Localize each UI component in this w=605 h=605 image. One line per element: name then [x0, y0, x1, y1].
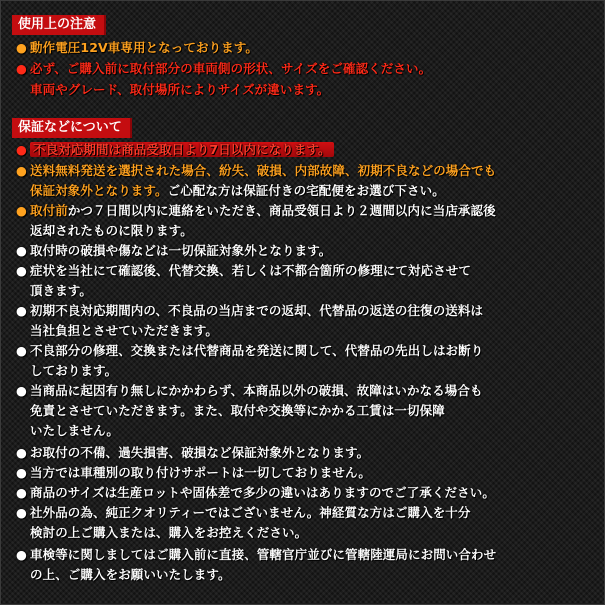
- warranty-shipping-cont: 保証対象外となります。ご心配な方は保証付きの宅配便をお選び下さい。: [30, 183, 445, 198]
- warranty-install-contact-cont: 返却されたものに限ります。: [30, 223, 193, 238]
- bullet-icon: ●: [16, 547, 28, 562]
- notice-check-size: ● 必ず、ご購入前に取付部分の車両側の形状、サイズをご確認ください。: [16, 61, 432, 76]
- warranty-support: ● 当方では車種別の取り付けサポートは一切しておりません。: [16, 465, 371, 480]
- warranty-damage: ● 取付時の破損や傷などは一切保証対象外となります。: [16, 243, 332, 258]
- warranty-symptom: ● 症状を当社にて確認後、代替交換、若しくは不都合箇所の修理にて対応させて: [16, 263, 472, 278]
- warranty-install-fault: ● お取付の不備、過失損害、破損など保証対象外となります。: [16, 445, 370, 460]
- bullet-icon: ●: [16, 383, 28, 398]
- warranty-inspection-cont: の上、ご購入をお願いいたします。: [30, 567, 231, 582]
- notice-heading: 使用上の注意: [12, 15, 106, 35]
- bullet-icon: ●: [16, 465, 28, 480]
- warranty-size: ● 商品のサイズは生産ロットや固体差で多少の違いはありますのでご了承ください。: [16, 485, 495, 500]
- warranty-install-contact: ● 取付前かつ７日間以内に連絡をいただき、商品受領日より２週間以内に当店承認後: [16, 203, 496, 218]
- bullet-icon: ●: [16, 61, 28, 76]
- bullet-icon: ●: [16, 40, 28, 55]
- warranty-shipping: ● 送料無料発送を選択された場合、紛失、破損、内部故障、初期不良などの場合でも: [16, 163, 497, 178]
- warranty-exemption-cont: 免責とさせていただきます。また、取付や交換等にかかる工賃は一切保障: [30, 403, 445, 418]
- warranty-initial-defect-cont: 当社負担とさせていただきます。: [30, 323, 219, 338]
- warranty-repair: ● 不良部分の修理、交換または代替商品を発送に関して、代替品の先出しはお断り: [16, 343, 484, 358]
- bullet-icon: ●: [16, 263, 28, 278]
- warranty-external: ● 社外品の為、純正クオリティーではございません。神経質な方はご購入を十分: [16, 505, 471, 520]
- warranty-initial-defect: ● 初期不良対応期間内の、不良品の当店までの返却、代替品の返送の往復の送料は: [16, 303, 484, 318]
- notice-voltage: ● 動作電圧12V車専用となっております。: [16, 40, 258, 55]
- bullet-icon: ●: [16, 243, 28, 258]
- warranty-inspection: ● 車検等に関しましてはご購入前に直接、管轄官庁並びに管轄陸運局にお問い合わせ: [16, 547, 497, 562]
- warranty-heading: 保証などについて: [12, 118, 132, 138]
- bullet-icon: ●: [16, 142, 28, 157]
- warranty-symptom-cont: 頂きます。: [30, 283, 93, 298]
- warranty-exemption-cont2: いたしません。: [30, 423, 119, 438]
- bullet-icon: ●: [16, 303, 28, 318]
- bullet-icon: ●: [16, 445, 28, 460]
- warranty-repair-cont: しております。: [30, 363, 118, 378]
- notice-size-varies: 車両やグレード、取付場所によりサイズが違います。: [30, 82, 330, 97]
- warranty-exemption: ● 当商品に起因有り無しにかかわらず、本商品以外の破損、故障はいかなる場合も: [16, 383, 483, 398]
- bullet-icon: ●: [16, 505, 28, 520]
- bullet-icon: ●: [16, 203, 28, 218]
- bullet-icon: ●: [16, 163, 28, 178]
- bullet-icon: ●: [16, 343, 28, 358]
- warranty-period: ● 不良対応期間は商品受取日より7日以内になります。: [16, 140, 334, 159]
- bullet-icon: ●: [16, 485, 28, 500]
- warranty-external-cont: 検討の上ご購入または、購入をお控えください。: [30, 525, 308, 540]
